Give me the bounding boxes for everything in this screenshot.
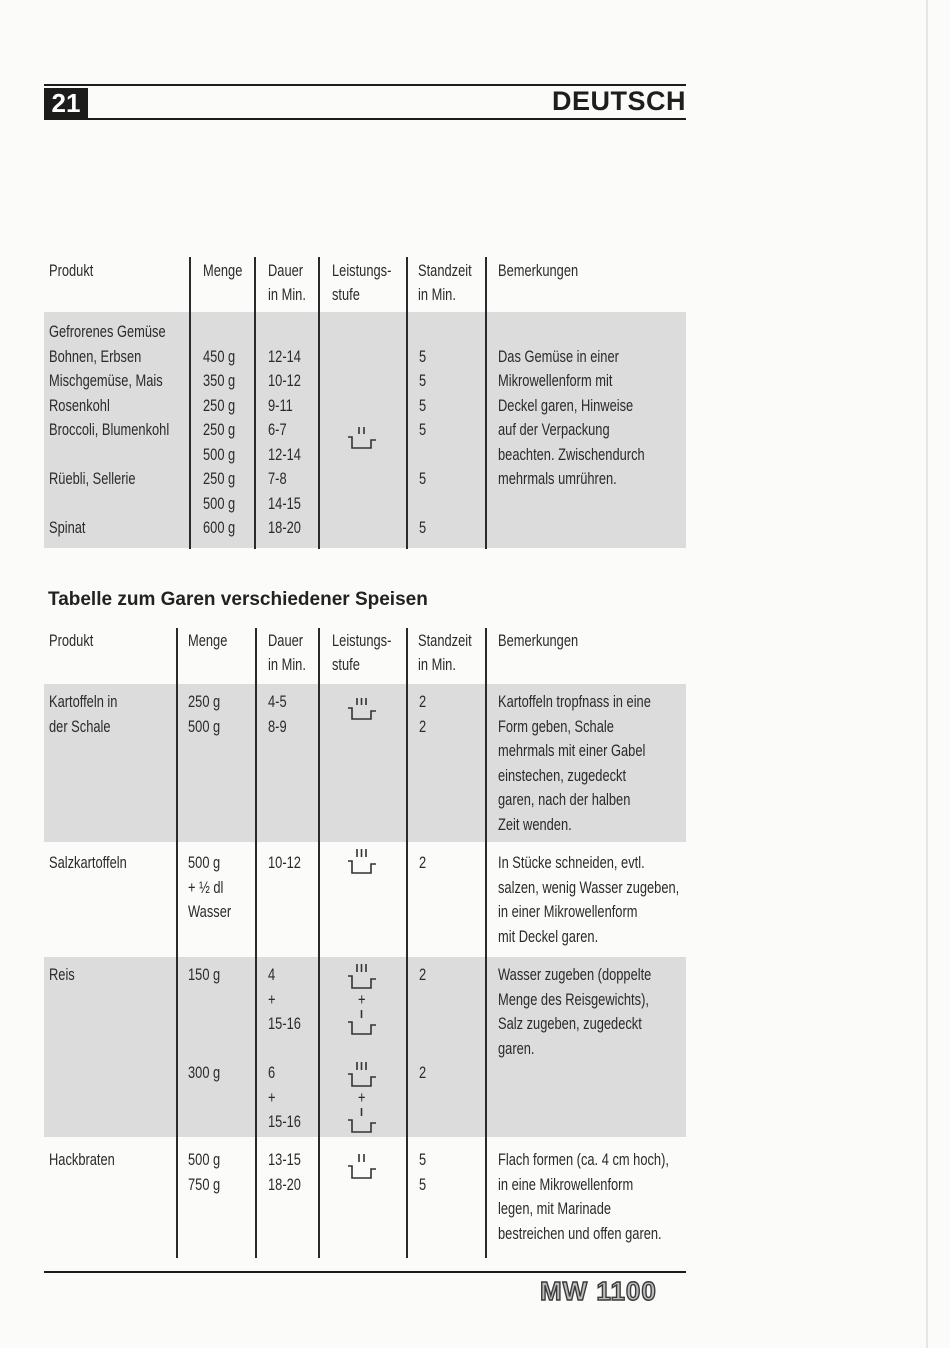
power-level-3-icon <box>345 696 379 724</box>
table1-standzeit-column: 5 5 5 5 5 5 <box>419 347 427 537</box>
power-level-1-icon <box>345 1008 379 1038</box>
page-number: 21 <box>44 88 88 118</box>
row-standzeit: 5 5 <box>419 1151 427 1194</box>
table2-title: Tabelle zum Garen verschiedener Speisen <box>48 589 428 610</box>
power-level-2-icon <box>345 1152 379 1182</box>
table2-col-divider <box>318 628 320 1258</box>
table1-header-standzeit: Standzeit in Min. <box>418 262 472 304</box>
table2-header-bemerkungen: Bemerkungen <box>498 632 579 650</box>
language-heading: DEUTSCH <box>551 86 686 116</box>
row-standzeit: 2 <box>419 854 427 872</box>
table2-col-divider <box>406 628 408 1258</box>
row-produkt: Hackbraten <box>49 1151 115 1169</box>
row-menge: 250 g 500 g <box>188 693 221 736</box>
page-edge <box>926 0 928 1348</box>
table1-col-divider <box>406 257 408 549</box>
table2-header-standzeit: Standzeit in Min. <box>418 632 472 674</box>
table1-menge-column: 450 g 350 g 250 g 250 g 500 g 250 g 500 g 600 g <box>203 347 236 537</box>
power-level-3-icon <box>345 847 379 877</box>
sequence-plus: + <box>358 991 366 1009</box>
footer-rule <box>44 1271 686 1273</box>
table2-header-produkt: Produkt <box>49 632 94 650</box>
table1-header-menge: Menge <box>203 262 243 280</box>
row-dauer: 13-15 18-20 <box>268 1151 301 1194</box>
row-menge: 500 g 750 g <box>188 1151 221 1194</box>
power-level-2-icon <box>345 425 379 453</box>
row-menge: 500 g + ½ dl Wasser <box>188 854 232 921</box>
sequence-plus: + <box>358 1089 366 1107</box>
row-produkt: Salzkartoffeln <box>49 854 127 872</box>
row-bemerkungen: Flach formen (ca. 4 cm hoch), in eine Mikrowellenform legen, mit Marinade bestreichen und offen garen. <box>498 1151 669 1243</box>
table2-col-divider <box>485 628 487 1258</box>
row-standzeit: 2 2 <box>419 966 427 1082</box>
table1-col-divider <box>254 257 256 549</box>
table1-bemerkungen-column: Das Gemüse in einer Mikrowellenform mit Deckel garen, Hinweise auf der Verpackung beachten. Zwischendurch mehrmals umrühren. <box>498 347 645 488</box>
table2-header-leistung: Leistungs- stufe <box>332 632 392 674</box>
table1-header-leistung: Leistungs- stufe <box>332 262 392 304</box>
table1-col-divider <box>318 257 320 549</box>
row-produkt: Reis <box>49 966 75 984</box>
table1-col-divider <box>485 257 487 549</box>
row-standzeit: 2 2 <box>419 693 427 736</box>
row-bemerkungen: Kartoffeln tropfnass in eine Form geben, Schale mehrmals mit einer Gabel einstechen, zugedeckt garen, nach der halben Zeit wenden. <box>498 693 651 834</box>
table1-col-divider <box>189 257 191 549</box>
row-menge: 150 g 300 g <box>188 966 221 1082</box>
row-produkt: Kartoffeln in der Schale <box>49 693 118 736</box>
row-bemerkungen: In Stücke schneiden, evtl. salzen, wenig Wasser zugeben, in einer Mikrowellenform mit Deckel garen. <box>498 854 680 946</box>
row-dauer: 4-5 8-9 <box>268 693 287 736</box>
table1-header-produkt: Produkt <box>49 262 94 280</box>
header-rule-bottom <box>44 118 686 120</box>
row-dauer: 10-12 <box>268 854 301 872</box>
table2-header-dauer: Dauer in Min. <box>268 632 306 674</box>
table1-produkt-column: Gefrorenes Gemüse Bohnen, Erbsen Mischgemüse, Mais Rosenkohl Broccoli, Blumenkohl Rüebli, Sellerie Spinat <box>49 323 170 537</box>
table2-col-divider <box>176 628 178 1258</box>
table1-header-bemerkungen: Bemerkungen <box>498 262 579 280</box>
table2-col-divider <box>255 628 257 1258</box>
model-logo: MW 1100 <box>540 1276 657 1306</box>
row-bemerkungen: Wasser zugeben (doppelte Menge des Reisgewichts), Salz zugeben, zugedeckt garen. <box>498 966 652 1058</box>
table2-header-menge: Menge <box>188 632 228 650</box>
table1-header-dauer: Dauer in Min. <box>268 262 306 304</box>
row-dauer: 4 + 15-16 6 + 15-16 <box>268 966 301 1131</box>
table1-dauer-column: 12-14 10-12 9-11 6-7 12-14 7-8 14-15 18-20 <box>268 347 301 537</box>
power-level-1-icon <box>345 1106 379 1136</box>
